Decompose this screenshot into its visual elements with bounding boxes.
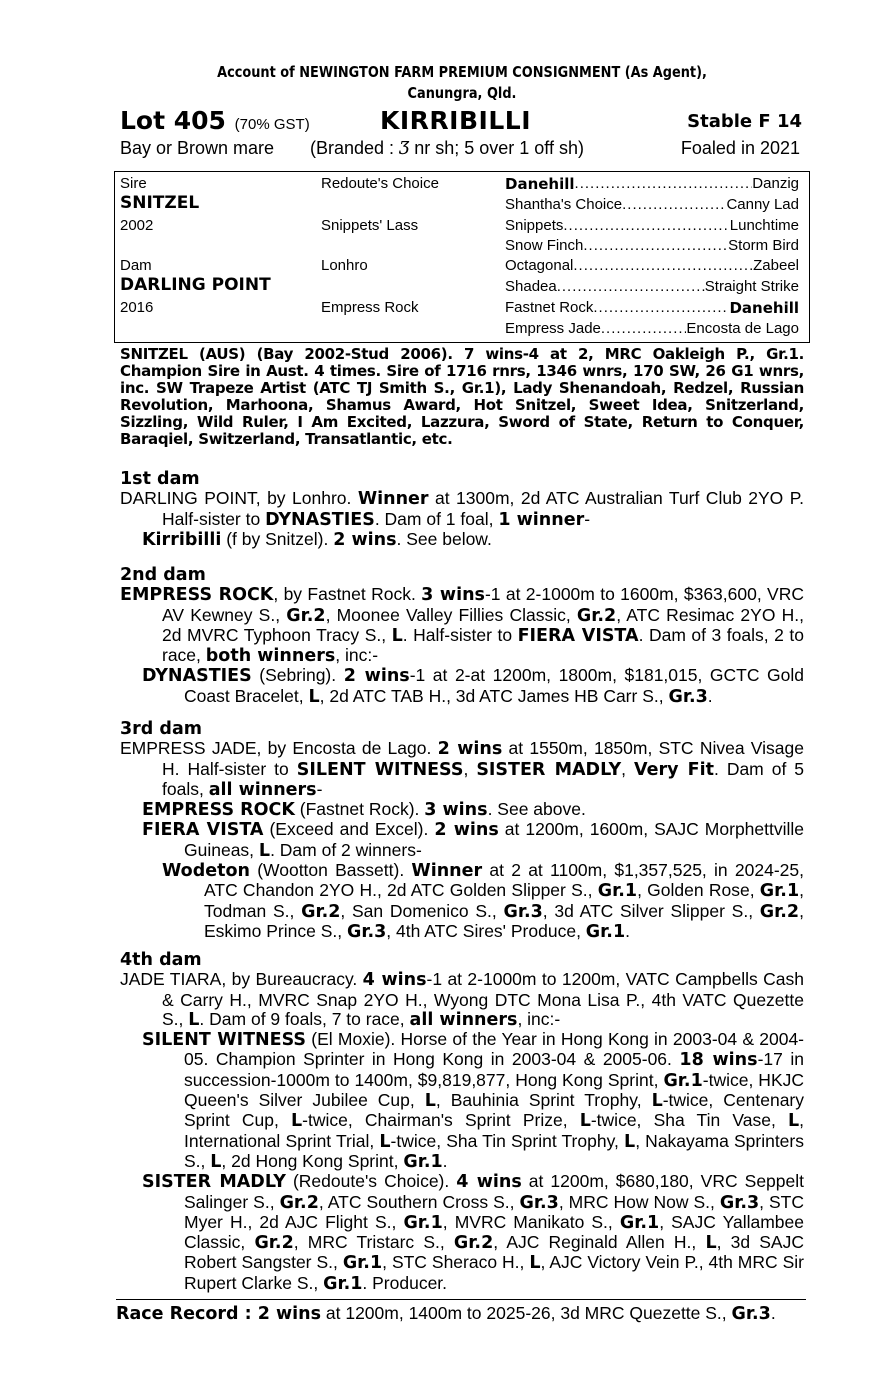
pedigree-table [114, 171, 810, 343]
dam-name: DARLING POINT [120, 275, 271, 295]
g3-row: Shadea ..... Straight Strike [505, 278, 799, 296]
dam-paragraph: EMPRESS JADE, by Encosta de Lago. 2 wins at 1550m, 1850m, STC Nivea Visage H. Half-sister to SILENT WITNESS, SISTER MADLY, Very Fit. Dam of 5 foals, all winners- [120, 738, 804, 800]
section-title: 4th dam [120, 950, 202, 970]
third-dam-section [120, 720, 804, 942]
progeny-paragraph: DYNASTIES (Sebring). 2 wins-1 at 2-at 1200m, 1800m, $181,015, GCTC Gold Coast Bracelet, L, 2d ATC TAB H., 3d ATC James HB Carr S., Gr.3. [142, 665, 805, 707]
gst-note: (70% GST) [234, 116, 310, 133]
sire-sire: Redoute's Choice [321, 175, 439, 192]
vendor-line: Account of NEWINGTON FARM PREMIUM CONSIGNMENT (As Agent), [217, 63, 707, 81]
vendor-location: Canungra, Qld. [407, 84, 517, 102]
grand-progeny-paragraph: Wodeton (Wootton Bassett). Winner at 2 at 1100m, $1,357,525, in 2024-25, ATC Chandon 2YO H., 2d ATC Golden Slipper S., Gr.1, Golden Rose, Gr.1, Todman S., Gr.2, San Domenico S., Gr.3, 3d ATC Silver Slipper S., Gr.2, Eskimo Prince S., Gr.3, 4th ATC Sires' Produce, Gr.1. [162, 860, 804, 942]
stable-number: Stable F 14 [687, 111, 802, 132]
dam-paragraph: EMPRESS ROCK, by Fastnet Rock. 3 wins-1 at 2-1000m to 1600m, $363,600, VRC AV Kewney S., Gr.2, Moonee Valley Fillies Classic, Gr.2, ATC Resimac 2YO H., 2d MVRC Typhoon Tracy S., L. Half-sister to FIERA VISTA. Dam of 3 foals, 2 to race, both winners, inc:- [120, 584, 805, 667]
g3-row: Empress Jade ..... Encosta de Lago [505, 320, 799, 338]
race-record: Race Record : 2 wins at 1200m, 1400m to 2025-26, 3d MRC Quezette S., Gr.3. [116, 1299, 806, 1324]
second-dam-section [120, 566, 804, 707]
g3-row: Danehill ..... Danzig [505, 175, 799, 193]
sire-summary: SNITZEL (AUS) (Bay 2002-Stud 2006). 7 wins-4 at 2, MRC Oakleigh P., Gr.1. Champion Sire in Aust. 4 times. Sire of 1716 rnrs, 1346 wnrs, 170 SW, 26 G1 wnrs, inc. SW Trapeze Artist (ATC TJ Smith S., Gr.1), Lady Shenandoah, Redzel, Russian Revolution, Marhoona, Shamus Award, Hot Snitzel, Sweet Idea, Snitzerland, Sizzling, Wild Ruler, I Am Excited, Lazzura, Sword of State, Return to Conquer, Baraqiel, Switzerland, Transatlantic, etc. [120, 345, 804, 448]
g3-row: Octagonal ..... Zabeel [505, 257, 799, 275]
progeny-paragraph: FIERA VISTA (Exceed and Excel). 2 wins at 1200m, 1600m, SAJC Morphettville Guineas, L. Dam of 2 winners- [142, 819, 805, 861]
progeny-paragraph: EMPRESS ROCK (Fastnet Rock). 3 wins. See above. [142, 799, 586, 821]
progeny-paragraph: Kirribilli (f by Snitzel). 2 wins. See below. [142, 528, 492, 550]
sire-year: 2002 [120, 217, 154, 234]
g3-row: Snow Finch ..... Storm Bird [505, 237, 799, 255]
g3-row: Shantha's Choice ..... Canny Lad [505, 196, 799, 214]
section-title: 3rd dam [120, 719, 202, 739]
dam-sire: Lonhro [321, 257, 368, 274]
g3-row: Fastnet Rock ..... Danehill [505, 299, 799, 317]
progeny-paragraph: SISTER MADLY (Redoute's Choice). 4 wins at 1200m, $680,180, VRC Seppelt Salinger S., Gr.2, ATC Southern Cross S., Gr.3, MRC How Now S., Gr.3, STC Myer H., 2d AJC Flight S., Gr.1, MVRC Manikato S., Gr.1, SAJC Yallambee Classic, Gr.2, MRC Tristarc S., Gr.2, AJC Reginald Allen H., L, 3d SAJC Robert Sangster S., Gr.1, STC Sheraco H., L, AJC Victory Vein P., 4th MRC Sir Rupert Clarke S., Gr.1. Producer. [142, 1171, 804, 1294]
g3-row: Snippets ..... Lunchtime [505, 217, 799, 235]
brand-description: (Branded : Ʒ nr sh; 5 over 1 off sh) [310, 138, 584, 159]
sire-dam: Snippets' Lass [321, 217, 419, 234]
foaled-year: Foaled in 2021 [680, 138, 800, 158]
dam-paragraph: DARLING POINT, by Lonhro. Winner at 1300m, 2d ATC Australian Turf Club 2YO P. Half-sister to DYNASTIES. Dam of 1 foal, 1 winner- [120, 488, 804, 530]
dam-paragraph: JADE TIARA, by Bureaucracy. 4 wins-1 at 2-1000m to 1200m, VATC Campbells Cash & Carry H., MVRC Snap 2YO H., Wyong DTC Mona Lisa P., 4th VATC Quezette S., L. Dam of 9 foals, 7 to race, all winners, inc:- [120, 969, 804, 1030]
sire-label: Sire [120, 175, 147, 192]
sire-name: SNITZEL [120, 193, 200, 213]
fourth-dam-section [120, 951, 804, 1294]
first-dam-section [120, 470, 804, 550]
dam-dam: Empress Rock [321, 299, 419, 316]
colour-sex: Bay or Brown mare [120, 138, 275, 158]
section-title: 1st dam [120, 469, 200, 489]
lot-line [120, 106, 804, 136]
horse-name: KIRRIBILLI [380, 106, 531, 135]
progeny-paragraph: SILENT WITNESS (El Moxie). Horse of the Year in Hong Kong in 2003-04 & 2004-05. Champion Sprinter in Hong Kong in 2003-04 & 2005-06. 18 wins-17 in succession-1000m to 1400m, $9,819,877, Hong Kong Sprint, Gr.1-twice, HKJC Queen's Silver Jubilee Cup, L, Bauhinia Sprint Trophy, L-twice, Centenary Sprint Cup, L-twice, Chairman's Sprint Prize, L-twice, Sha Tin Vase, L, International Sprint Trial, L-twice, Sha Tin Sprint Trophy, L, Nakayama Sprinters S., L, 2d Hong Kong Sprint, Gr.1. [142, 1029, 805, 1172]
lot-number: Lot 405 (70% GST) [120, 106, 310, 135]
brand-mark-icon: Ʒ [399, 138, 410, 159]
dam-year: 2016 [120, 299, 154, 316]
section-title: 2nd dam [120, 565, 206, 585]
dam-label: Dam [120, 257, 152, 274]
